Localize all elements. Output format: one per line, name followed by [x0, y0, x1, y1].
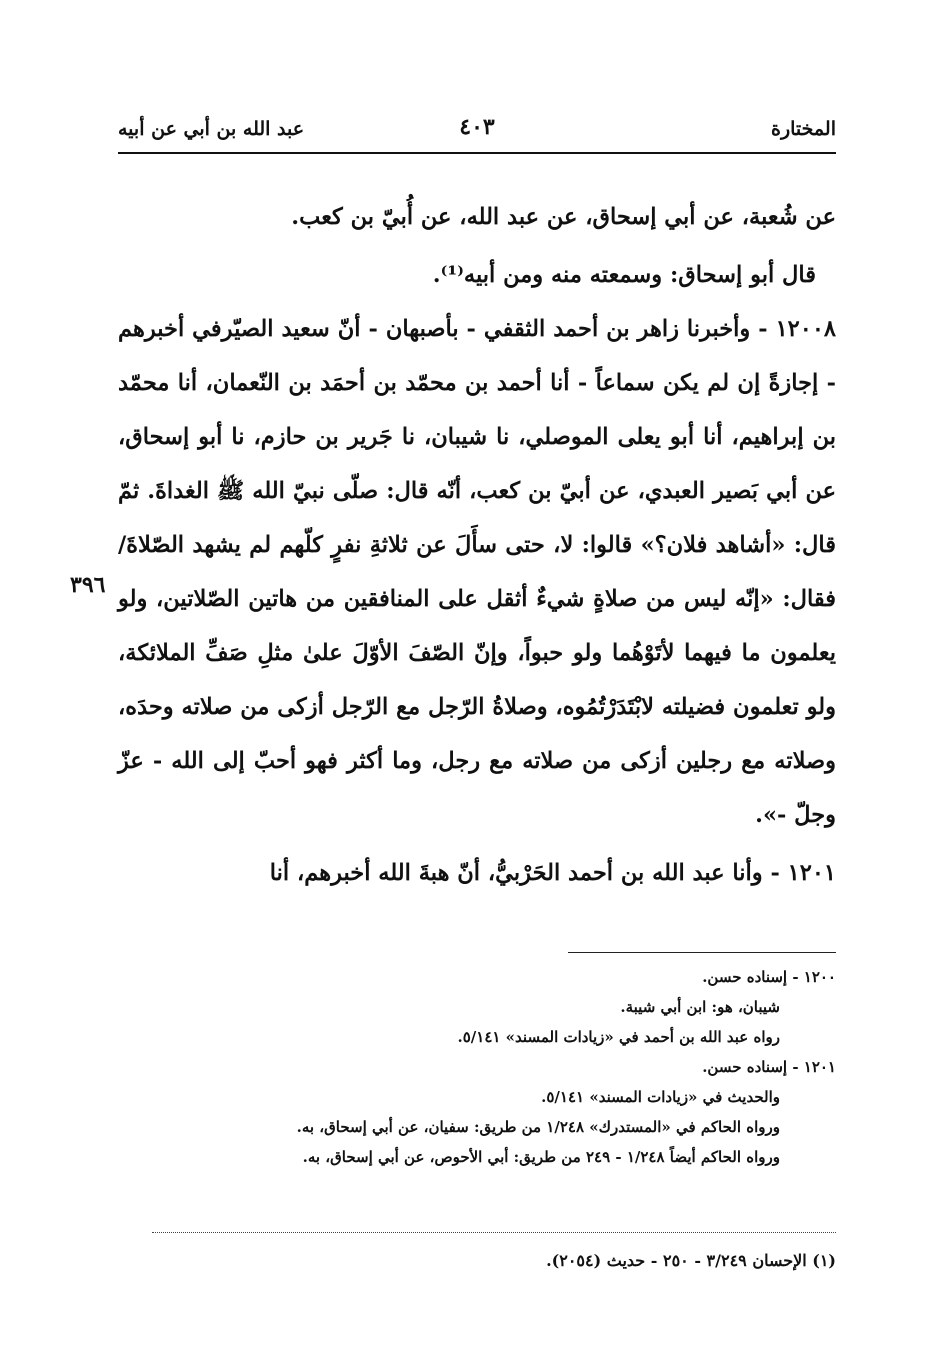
- text-line-abu-ishaq: قال أبو إسحاق: وسمعته منه ومن أبيه⁽¹⁾.: [432, 262, 816, 288]
- commentary-notes: [118, 962, 836, 1172]
- note-line: ورواه الحاكم في «المستدرك» ١/٢٤٨ من طريق: سفيان، عن أبي إسحاق، به.: [296, 1118, 780, 1136]
- note-line: ١٢٠٠ - إسناده حسن.: [702, 968, 836, 986]
- text-line-isnad: عن شُعبة، عن أبي إسحاق، عن عبد الله، عن أُبيّ بن كعب.: [291, 204, 836, 230]
- book-title: المختارة: [771, 118, 836, 140]
- margin-page-reference: ٣٩٦: [70, 572, 106, 598]
- footnote-divider: [152, 1232, 836, 1233]
- header-divider: [118, 152, 836, 154]
- note-line: ورواه الحاكم أيضاً ١/٢٤٨ - ٢٤٩ من طريق: أبي الأحوص، عن أبي إسحاق، به.: [302, 1148, 780, 1166]
- notes-divider: [568, 952, 836, 953]
- hadith-number: ١٢٠١: [787, 860, 836, 886]
- running-header: [118, 112, 836, 152]
- note-line: شيبان، هو: ابن أبي شيبة.: [620, 998, 780, 1016]
- chapter-title: عبد الله بن أبي عن أبيه: [118, 118, 305, 140]
- note-line: والحديث في «زيادات المسند» ٥/١٤١.: [541, 1088, 780, 1106]
- page-number: ٤٠٣: [459, 114, 495, 140]
- hadith-1200: [118, 302, 836, 842]
- hadith-number: ١٢٠٠٨: [775, 316, 836, 342]
- note-line: ١٢٠١ - إسناده حسن.: [702, 1058, 836, 1076]
- hadith-text: - وأنا عبد الله بن أحمد الحَرْبيُّ، أنّ هبةَ الله أخبرهم، أنا: [269, 860, 780, 886]
- footnote: (١) الإحسان ٣/٢٤٩ - ٢٥٠ - حديث (٢٠٥٤).: [546, 1251, 836, 1270]
- note-line: رواه عبد الله بن أحمد في «زيادات المسند» ٥/١٤١.: [457, 1028, 780, 1046]
- hadith-1201: [118, 846, 836, 900]
- main-text: [118, 190, 836, 900]
- hadith-text: - وأخبرنا زاهر بن أحمد الثقفي - بأصبهان - أنّ سعيد الصيّرفي أخبرهم - إجازةً إن لم يكن سماعاً - أنا أحمد بن محمّد بن أحمَد بن النّعمان، أنا محمّد بن إبراهيم، أنا أبو يعلى الموصلي، نا شيبان، نا جَرير بن حازم، نا أبو إسحاق، عن أبي بَصير العبدي، عن أبيّ بن كعب، أنّه قال: صلّى نبيّ الله ﷺ الغداةَ. ثمّ قال: «أشاهد فلان؟» قالوا: لا، حتى سأَلَ عن ثلاثةِ نفرٍ كلّهم لم يشهد الصّلاةَ/ فقال: «إنّه ليس من صلاةٍ شيءٌ أثقل على المنافقين من هاتين الصّلاتين، ولو يعلمون ما فيهما لأتَوْهُما ولو حبواً، وإنّ الصّفَ الأوّلَ علىٰ مثلِ صَفِّ الملائكة، ولو تعلمون فضيلته لابْتَدَرْتُمُوه، وصلاةُ الرّجل مع الرّجل أزكى من صلاته وحدَه، وصلاته مع رجلين أزكى من صلاته مع رجل، وما أكثر فهو أحبّ إلى الله - عزّ وجلّ -».: [118, 316, 836, 828]
